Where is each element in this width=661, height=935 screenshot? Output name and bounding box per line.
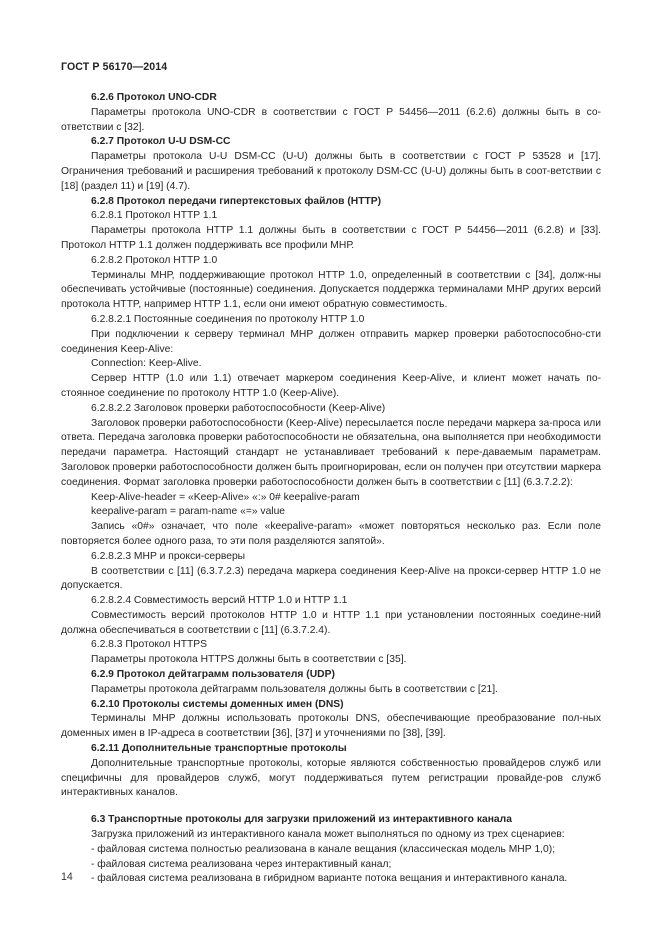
paragraph: Connection: Keep-Alive. <box>91 358 202 370</box>
paragraph: 6.2.8.2.2 Заголовок проверки работоспособности (Keep-Alive) <box>91 402 386 414</box>
section-heading: 6.2.10 Протоколы системы доменных имен (DNS) <box>91 698 344 710</box>
page-number: 14 <box>61 871 73 883</box>
paragraph: Сервер HTTP (1.0 или 1.1) отвечает маркером соединения Keep-Alive, и клиент может начать по-стоянное соединение по протоколу HTTP 1.0 (Keep-Alive). <box>61 373 601 399</box>
paragraph: - файловая система реализована через интерактивный канал; <box>91 858 392 870</box>
paragraph: Параметры протокола HTTPS должны быть в соответствии с [35]. <box>91 654 407 666</box>
paragraph: Запись «0#» означает, что поле «keepalive-param» «может повторяться несколько раз. Если поле повторяется более одного раза, то эти поля разделяются запятой». <box>61 521 601 547</box>
paragraph: При подключении к серверу терминал МНР должен отправить маркер проверки работоспособно-сти соединения Keep-Alive: <box>61 328 601 355</box>
paragraph: Параметры протокола HTTP 1.1 должны быть в соответствии с ГОСТ Р 54456—2011 (6.2.8) и [33]. Протокол HTTP 1.1 должен поддерживать все профили МНР. <box>61 225 601 251</box>
paragraph: Совместимость версий протоколов HTTP 1.0 и HTTP 1.1 при установлении постоянных соедине-ний должна обеспечиваться в соответствии с [11] (6.3.7.2.4). <box>61 609 601 636</box>
section-heading: 6.2.7 Протокол U-U DSM-CC <box>91 136 231 148</box>
paragraph: Keep-Alive-header = «Keep-Alive» «:» 0# keepalive-param <box>91 491 360 503</box>
paragraph: Заголовок проверки работоспособности (Keep-Alive) пересылается после передачи маркера за-проса или ответа. Передача заголовка проверки работоспособности не обязательна, она выполняется при необходимости передачи параметра. Настоящий стандарт не устанавливает требований к пере-даваемым параметрам. Заголовок проверки работоспособности должен быть проигнорирован, если он получен при отсутствии маркера соединения. Формат заголовка проверки работоспособности должен быть в соответствии с [11] (6.3.7.2.2): <box>61 417 601 488</box>
paragraph: Терминалы МНР, поддерживающие протокол HTTP 1.0, определенный в соответствии с [34], долж-ны обеспечивать устойчивые (постоянные) соединения. Допускается поддержка терминалами МНР других версий протокола HTTP, например HTTP 1.1, если они имеют обратную совместимость. <box>61 269 601 311</box>
paragraph: Дополнительные транспортные протоколы, которые являются собственностью провайдеров служб или специфичны для провайдеров служб, могут поддерживаться путем регистрации провайде-ров служб интерактивных каналов. <box>61 757 601 799</box>
paragraph: В соответствии с [11] (6.3.7.2.3) передача маркера соединения Keep-Alive на прокси-сервер HTTP 1.0 не допускается. <box>61 565 601 592</box>
section-heading: 6.2.11 Дополнительные транспортные протоколы <box>91 743 347 755</box>
document-body <box>61 91 601 887</box>
paragraph: 6.2.8.2.4 Совместимость версий HTTP 1.0 и HTTP 1.1 <box>91 595 348 607</box>
paragraph: 6.2.8.2 Протокол HTTP 1.0 <box>91 254 218 266</box>
paragraph: Терминалы МНР должны использовать протоколы DNS, обеспечивающие преобразование пол-ных доменных имен в IP-адреса в соответствии [36], [37] и уточнениями по [38], [39]. <box>61 713 601 740</box>
paragraph: 6.2.8.2.1 Постоянные соединения по протоколу HTTP 1.0 <box>91 313 365 325</box>
paragraph: Параметры протокола U-U DSM-CC (U-U) должны быть в соответствии с ГОСТ Р 53528 и [17]. Ограничения требований и расширения требований к протоколу DSM-CC (U-U) должны быть в соот-ветствии с [18] (раздел 11) и [19] (4.7). <box>61 151 601 192</box>
section-heading: 6.2.9 Протокол дейтаграмм пользователя (UDP) <box>91 669 335 681</box>
paragraph: 6.2.8.1 Протокол HTTP 1.1 <box>91 210 218 222</box>
paragraph: - файловая система полностью реализована в канале вещания (классическая модель МНР 1,0); <box>91 843 556 855</box>
paragraph: Параметры протокола UNO-CDR в соответствии с ГОСТ Р 54456—2011 (6.2.6) должны быть в со-ответствии с [32]. <box>61 106 601 133</box>
document-header: ГОСТ Р 56170—2014 <box>61 61 168 73</box>
paragraph: keepalive-param = param-name «=» value <box>91 506 286 518</box>
section-heading: 6.3 Транспортные протоколы для загрузки приложений из интерактивного канала <box>91 814 512 826</box>
paragraph: 6.2.8.3 Протокол HTTPS <box>91 639 208 651</box>
paragraph: - файловая система реализована в гибридном варианте потока вещания и интерактивного канала. <box>91 873 568 885</box>
paragraph: Параметры протокола дейтаграмм пользователя должны быть в соответствии с [21]. <box>91 683 498 695</box>
section-heading: 6.2.8 Протокол передачи гипертекстовых файлов (HTTP) <box>91 195 382 207</box>
paragraph: 6.2.8.2.3 МНР и прокси-серверы <box>91 550 246 562</box>
paragraph: Загрузка приложений из интерактивного канала может выполняться по одному из трех сценариев: <box>91 829 565 841</box>
section-heading: 6.2.6 Протокол UNO-CDR <box>91 92 217 103</box>
